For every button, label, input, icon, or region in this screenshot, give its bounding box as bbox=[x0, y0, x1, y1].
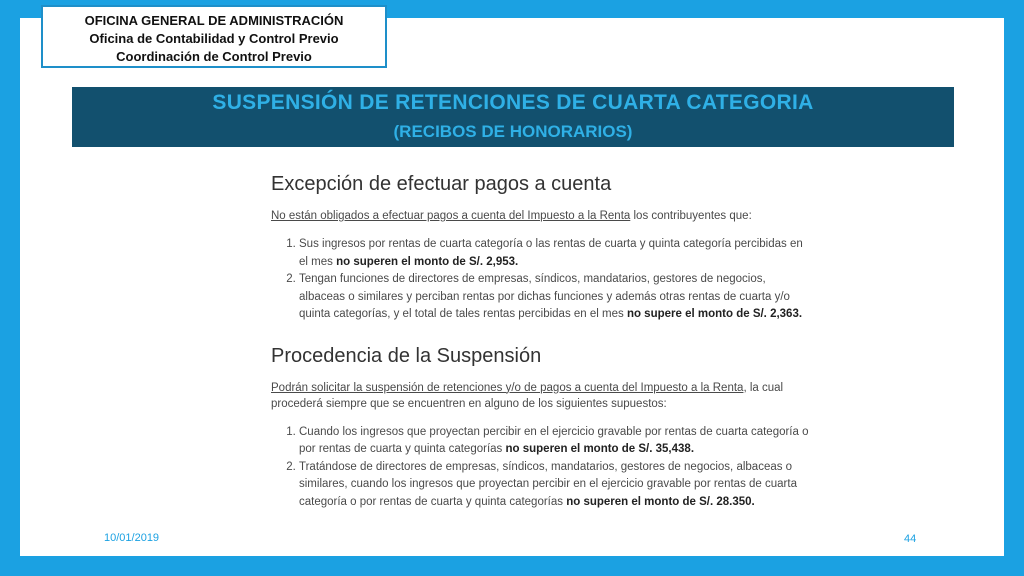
section-2-intro-rest: , la cual procederá siempre que se encuentren en alguno de los siguientes supuestos: bbox=[271, 381, 784, 410]
list-item-amount: no superen el monto de S/. 2,953. bbox=[336, 255, 519, 268]
list-item-text: Cuando los ingresos que proyectan percibir en el ejercicio gravable por rentas de cuarta categoría o por rentas de cuarta y quinta categorías bbox=[299, 425, 809, 455]
section-2-intro-underlined: Podrán solicitar la suspensión de retenciones y/o de pagos a cuenta del Impuesto a la Renta bbox=[271, 381, 744, 394]
footer-date: 10/01/2019 bbox=[104, 532, 160, 544]
section-1-intro-rest: los contribuyentes que: bbox=[630, 210, 752, 222]
list-item-text: Tengan funciones de directores de empresas, síndicos, mandatarios, gestores de negocios, albaceas o similares y perciban rentas por dichas funciones y además otras rentas de cuarta y/o quinta categorías, y el total de tales rentas percibidas en el mes bbox=[299, 273, 790, 320]
section-1-heading: Excepción de efectuar pagos a cuenta bbox=[271, 173, 612, 195]
page-number: 44 bbox=[904, 533, 917, 545]
list-item-text: Tratándose de directores de empresas, síndicos, mandatarios, gestores de negocios, albaceas o similares, cuando los ingresos que proyectan percibir en el ejercicio gravable por rentas de cuarta categoría o por rentas de cuarta y quinta categorías bbox=[299, 460, 797, 508]
org-line-2: Oficina de Contabilidad y Control Previo bbox=[89, 31, 339, 46]
list-item bbox=[299, 424, 811, 459]
list-item bbox=[299, 271, 811, 324]
section-1-list bbox=[271, 236, 811, 324]
list-item-amount: no superen el monto de S/. 35,438. bbox=[505, 443, 695, 455]
slide-subtitle: (RECIBOS DE HONORARIOS) bbox=[393, 122, 633, 141]
content-area bbox=[271, 166, 811, 511]
slide-title: SUSPENSIÓN DE RETENCIONES DE CUARTA CATEGORIA bbox=[212, 91, 814, 114]
list-item-text: Sus ingresos por rentas de cuarta categoría o las rentas de cuarta y quinta categoría percibidas en el mes bbox=[299, 238, 803, 268]
org-line-3: Coordinación de Control Previo bbox=[116, 49, 312, 64]
list-item-amount: no supere el monto de S/. 2,363. bbox=[626, 308, 803, 320]
org-line-1: OFICINA GENERAL DE ADMINISTRACIÓN bbox=[84, 13, 344, 28]
list-item bbox=[299, 459, 811, 512]
list-item-amount: no superen el monto de S/. 28.350. bbox=[566, 495, 755, 508]
list-item bbox=[299, 236, 811, 271]
section-1-intro bbox=[271, 208, 811, 224]
section-1-intro-underlined: No están obligados a efectuar pagos a cuenta del Impuesto a la Renta bbox=[271, 210, 631, 222]
section-2-list bbox=[271, 424, 811, 512]
section-2-heading: Procedencia de la Suspensión bbox=[271, 344, 542, 367]
organization-header-box bbox=[41, 5, 387, 68]
title-band bbox=[72, 87, 954, 147]
section-2-intro bbox=[271, 380, 811, 412]
